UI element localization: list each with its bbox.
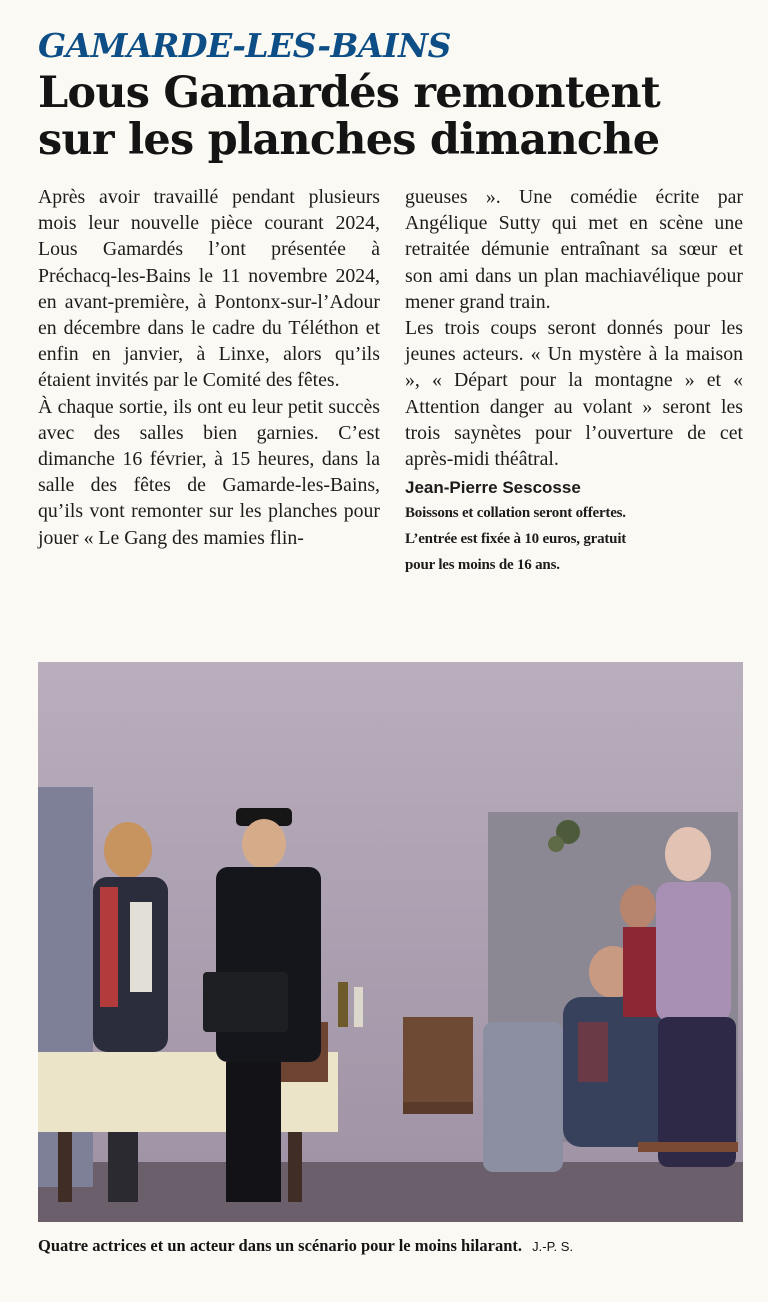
article-paragraph: Après avoir travaillé pendant plusieurs mois leur nouvelle pièce courant 2024, Lous Gamardés l’ont présentée à Préchacq-les-Bains le 11 novembre 2024, en avant-première, à Pontonx-sur-l’Adour en décembre dans le cadre du Téléthon et enfin en janvier, à Linxe, alors qu’ils étaient invités par le Comité des fêtes. [38, 186, 380, 392]
section-kicker: GAMARDE-LES-BAINS [38, 26, 451, 65]
photo-credit: J.-P. S. [532, 1239, 574, 1254]
article-column-left [38, 184, 380, 551]
info-line: pour les moins de 16 ans. [405, 557, 560, 574]
headline-line-1: Lous Gamardés remontent [38, 68, 660, 118]
headline [38, 70, 738, 164]
info-line: Boissons et collation seront offertes. [405, 505, 626, 522]
practical-info [405, 500, 743, 578]
article-paragraph: Les trois coups seront donnés pour les jeunes acteurs. « Un mystère à la maison », « Départ pour la montagne » et « Attention danger au volant » seront les trois saynètes pour l’ouverture de cet après-midi théâtral. [405, 317, 743, 471]
article-paragraph: À chaque sortie, ils ont eu leur petit succès avec des salles bien garnies. C’est dimanche 16 février, à 15 heures, dans la salle des fêtes de Gamarde-les-Bains, qu’ils vont remonter sur les planches pour jouer « Le Gang des mamies flin- [38, 395, 380, 549]
theatre-scene-illustration [38, 662, 743, 1222]
author-signature: Jean-Pierre Sescosse [405, 478, 581, 498]
article-column-right [405, 184, 743, 578]
stage-photo [38, 662, 743, 1222]
article-paragraph: gueuses ». Une comédie écrite par Angélique Sutty qui met en scène une retraitée démunie entraînant sa sœur et son ami dans un plan machiavélique pour mener grand train. [405, 186, 743, 313]
caption-text: Quatre actrices et un acteur dans un scénario pour le moins hilarant. [38, 1236, 522, 1255]
photo-caption [38, 1236, 743, 1256]
headline-line-2: sur les planches dimanche [38, 115, 660, 165]
info-line: L’entrée est fixée à 10 euros, gratuit [405, 531, 627, 548]
